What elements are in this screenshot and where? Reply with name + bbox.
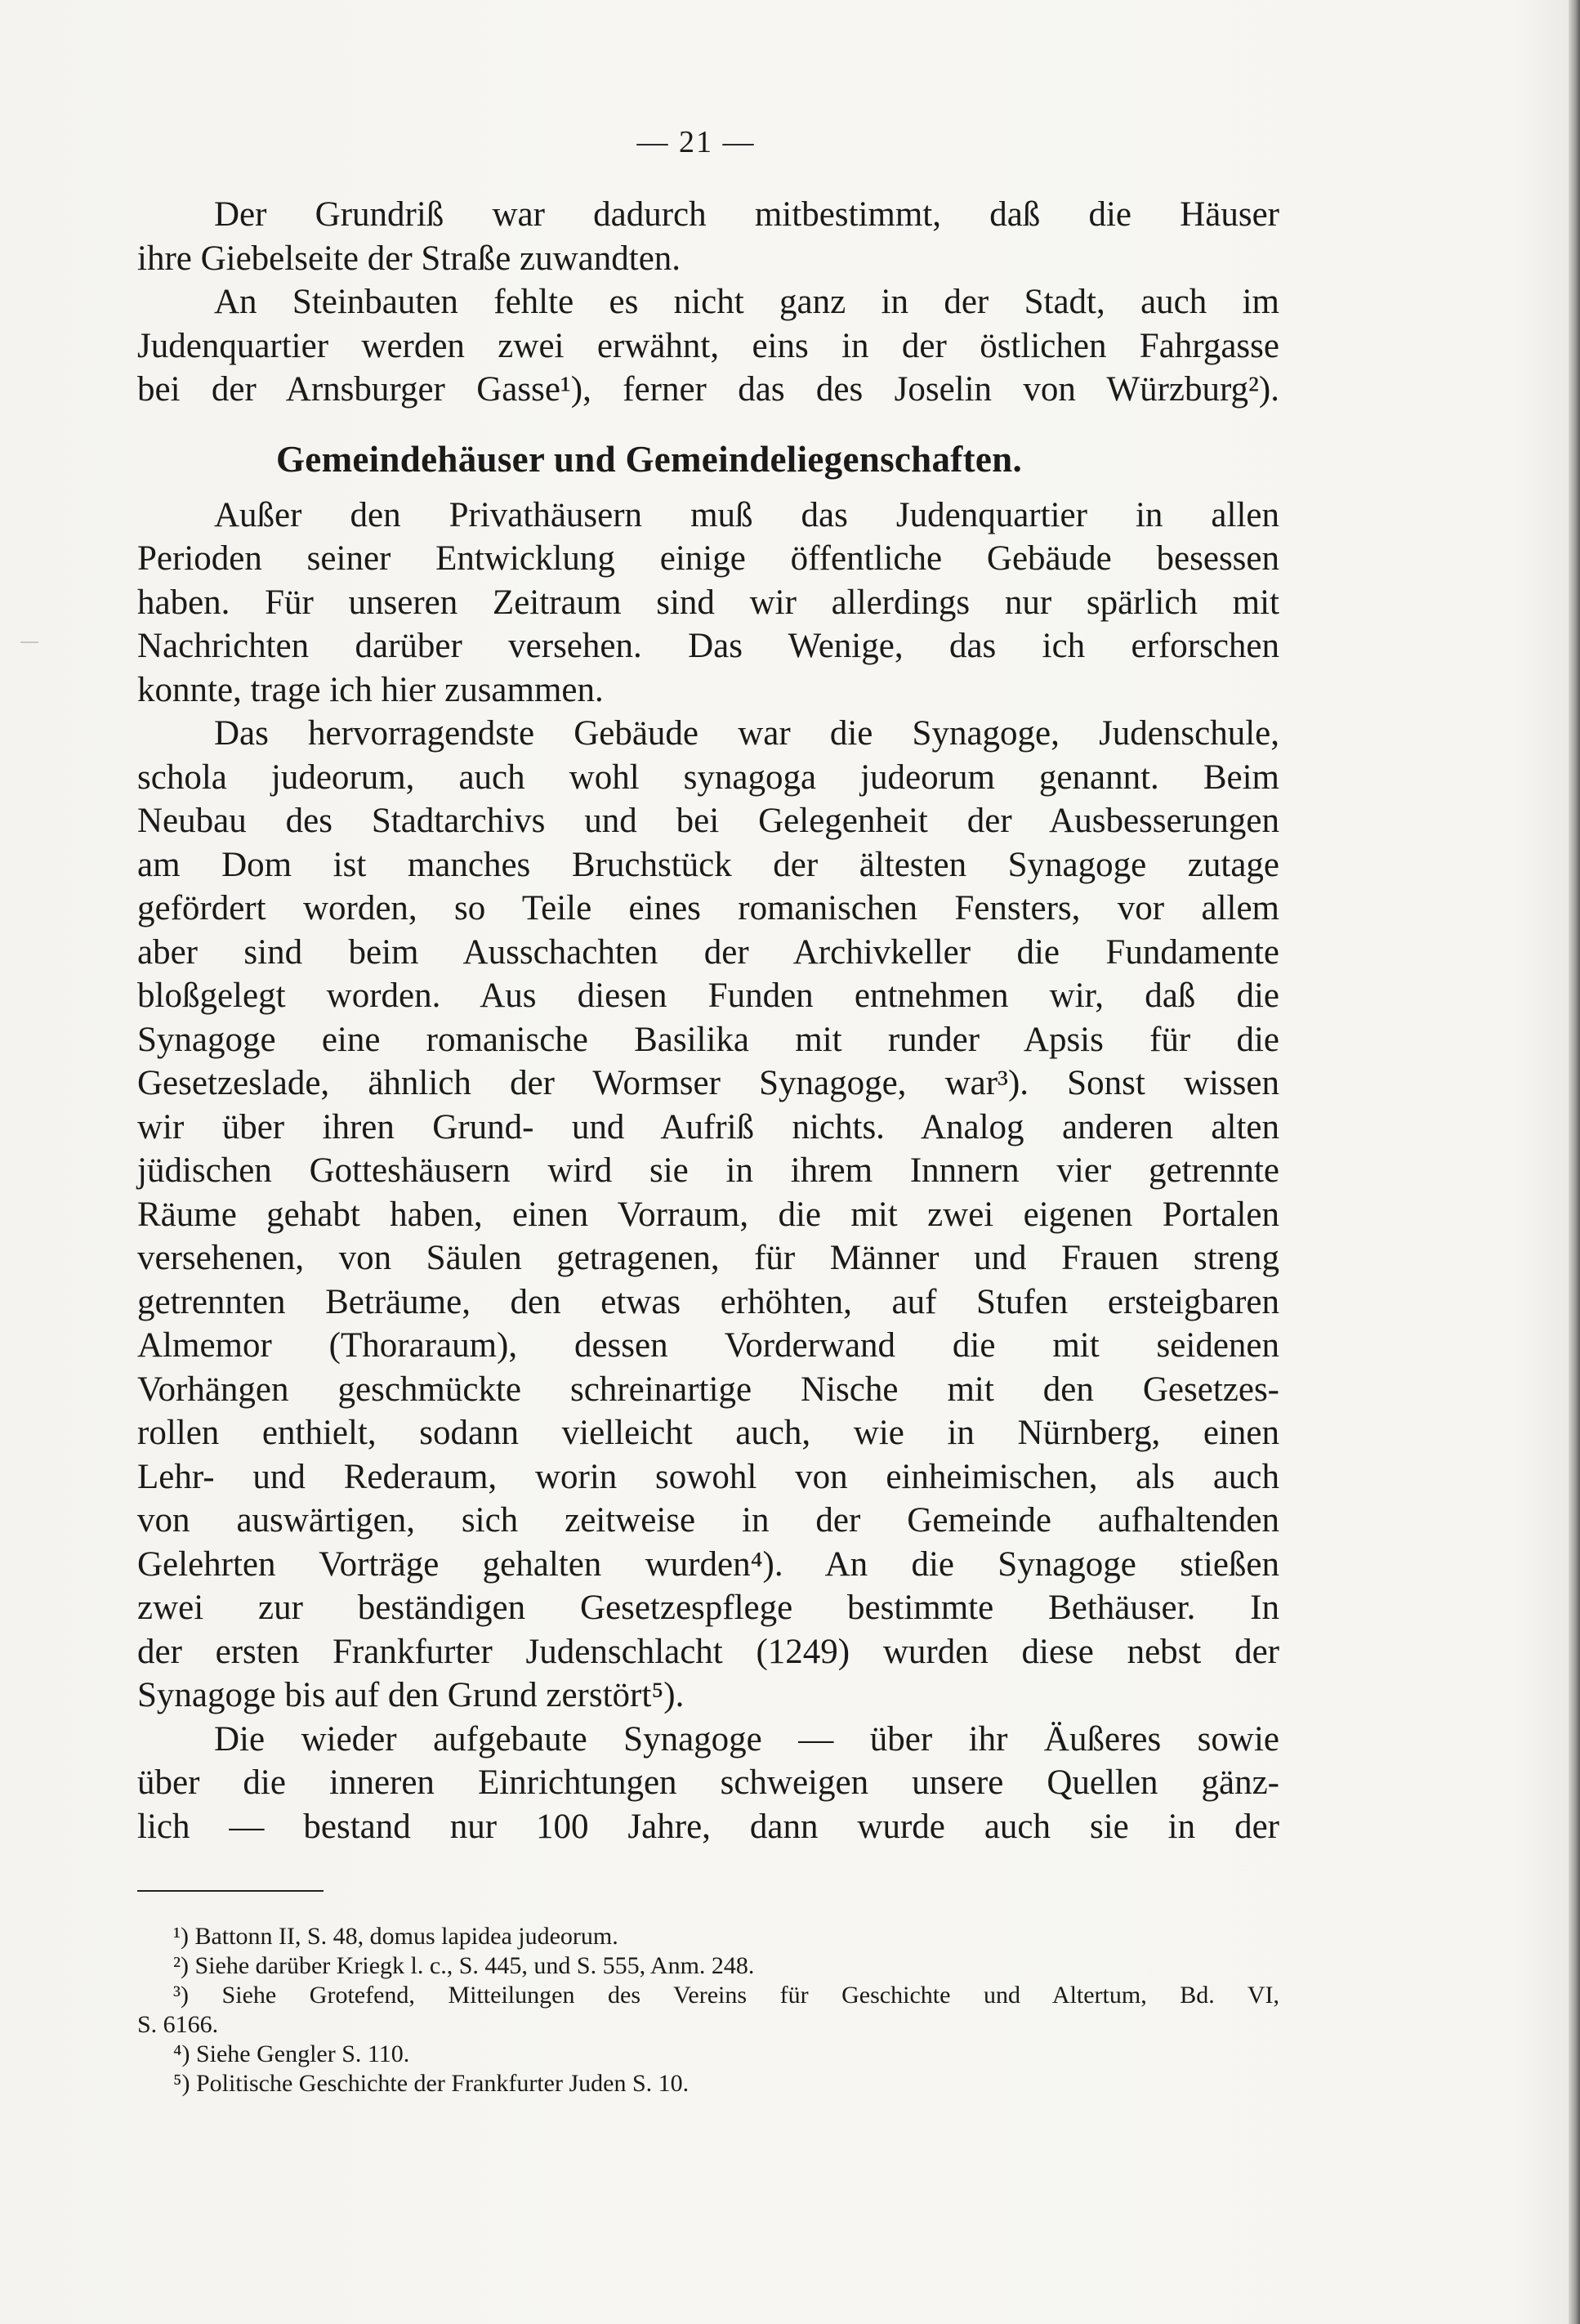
page-number: — 21 — — [636, 125, 756, 159]
paragraph-group-intro — [137, 193, 1279, 412]
footnotes — [137, 1922, 1279, 2098]
footnote: ⁴) Siehe Gengler S. 110. — [173, 2040, 410, 2067]
text-line: Gelehrten Vorträge gehalten wurden⁴). An die Synagoge stießen — [137, 1544, 1279, 1584]
text-line: Vorhängen geschmückte schreinartige Nische mit den Gesetzes- — [137, 1370, 1279, 1409]
text-line: Synagoge bis auf den Grund zerstört⁵). — [137, 1676, 685, 1714]
text-line: am Dom ist manches Bruchstück der ältesten Synagoge zutage — [137, 845, 1279, 884]
text-line: Neubau des Stadtarchivs und bei Gelegenheit der Ausbesserungen — [137, 802, 1279, 840]
page-edge-shadow — [1569, 0, 1580, 2324]
section-heading: Gemeindehäuser und Gemeindeliegenschaften. — [276, 438, 1023, 480]
text-line: Der Grundriß war dadurch mitbestimmt, daß die Häuser — [214, 195, 1279, 234]
text-line: versehenen, von Säulen getragenen, für Männer und Frauen streng — [137, 1239, 1279, 1277]
text-line: Synagoge eine romanische Basilika mit runder Apsis für die — [137, 1020, 1279, 1059]
text-line: von auswärtigen, sich zeitweise in der Gemeinde aufhaltenden — [137, 1501, 1279, 1540]
text-line: aber sind beim Ausschachten der Archivkeller die Fundamente — [137, 932, 1279, 972]
footnote: ²) Siehe darüber Kriegk l. c., S. 445, und S. 555, Anm. 248. — [173, 1952, 755, 1979]
text-line: Gesetzeslade, ähnlich der Wormser Synagoge, war³). Sonst wissen — [137, 1064, 1279, 1102]
text-line: Das hervorragendste Gebäude war die Synagoge, Judenschule, — [214, 714, 1279, 753]
footnote-divider — [137, 1890, 324, 1892]
text-line: wir über ihren Grund- und Aufriß nichts. Analog anderen alten — [137, 1107, 1279, 1146]
text-line: Lehr- und Rederaum, worin sowohl von einheimischen, als auch — [137, 1457, 1279, 1496]
text-line: bloßgelegt worden. Aus diesen Funden entnehmen wir, daß die — [137, 977, 1279, 1015]
text-line: bei der Arnsburger Gasse¹), ferner das des Joselin von Würzburg²). — [137, 370, 1279, 409]
footnote: ⁵) Politische Geschichte der Frankfurter Juden S. 10. — [173, 2070, 690, 2097]
text-line: der ersten Frankfurter Judenschlacht (1249) wurden diese nebst der — [137, 1632, 1279, 1671]
text-line: zwei zur beständigen Gesetzespflege bestimmte Bethäuser. In — [137, 1589, 1279, 1627]
text-line: schola judeorum, auch wohl synagoga judeorum genannt. Beim — [137, 758, 1279, 797]
footnote: S. 6166. — [137, 2011, 219, 2038]
text-line: Nachrichten darüber versehen. Das Wenige, das ich erforschen — [137, 627, 1279, 665]
footnote: ³) Siehe Grotefend, Mitteilungen des Vereins für Geschichte und Altertum, Bd. VI, — [173, 1982, 1279, 2009]
text-line: Räume gehabt haben, einen Vorraum, die mit zwei eigenen Portalen — [137, 1195, 1279, 1234]
text-line: konnte, trage ich hier zusammen. — [137, 670, 604, 709]
text-line: haben. Für unseren Zeitraum sind wir allerdings nur spärlich mit — [137, 583, 1279, 622]
text-line: über die inneren Einrichtungen schweigen unsere Quellen gänz- — [137, 1763, 1279, 1802]
text-line: rollen enthielt, sodann vielleicht auch, wie in Nürnberg, einen — [137, 1414, 1279, 1452]
text-line: jüdischen Gotteshäusern wird sie in ihrem Innnern vier getrennte — [137, 1151, 1279, 1190]
text-line: Judenquartier werden zwei erwähnt, eins in der östlichen Fahrgasse — [137, 326, 1279, 365]
text-line: Außer den Privathäusern muß das Judenquartier in allen — [214, 495, 1279, 534]
text-line: ihre Giebelseite der Straße zuwandten. — [137, 239, 681, 278]
text-line: lich — bestand nur 100 Jahre, dann wurde auch sie in der — [137, 1807, 1279, 1846]
text-line: Almemor (Thoraraum), dessen Vorderwand die mit seidenen — [137, 1326, 1279, 1365]
paragraph-group-main — [137, 494, 1279, 1849]
text-line: gefördert worden, so Teile eines romanischen Fensters, vor allem — [137, 889, 1279, 927]
text-line: getrennten Beträume, den etwas erhöhten, auf Stufen ersteigbaren — [137, 1282, 1279, 1321]
footnote: ¹) Battonn II, S. 48, domus lapidea judeorum. — [173, 1923, 618, 1950]
text-line: Perioden seiner Entwicklung einige öffentliche Gebäude besessen — [137, 539, 1279, 578]
text-line: An Steinbauten fehlte es nicht ganz in der Stadt, auch im — [214, 283, 1279, 321]
body-text — [137, 193, 1279, 1848]
text-line: Die wieder aufgebaute Synagoge — über ihr Äußeres sowie — [214, 1719, 1279, 1759]
margin-mark — [20, 641, 38, 643]
